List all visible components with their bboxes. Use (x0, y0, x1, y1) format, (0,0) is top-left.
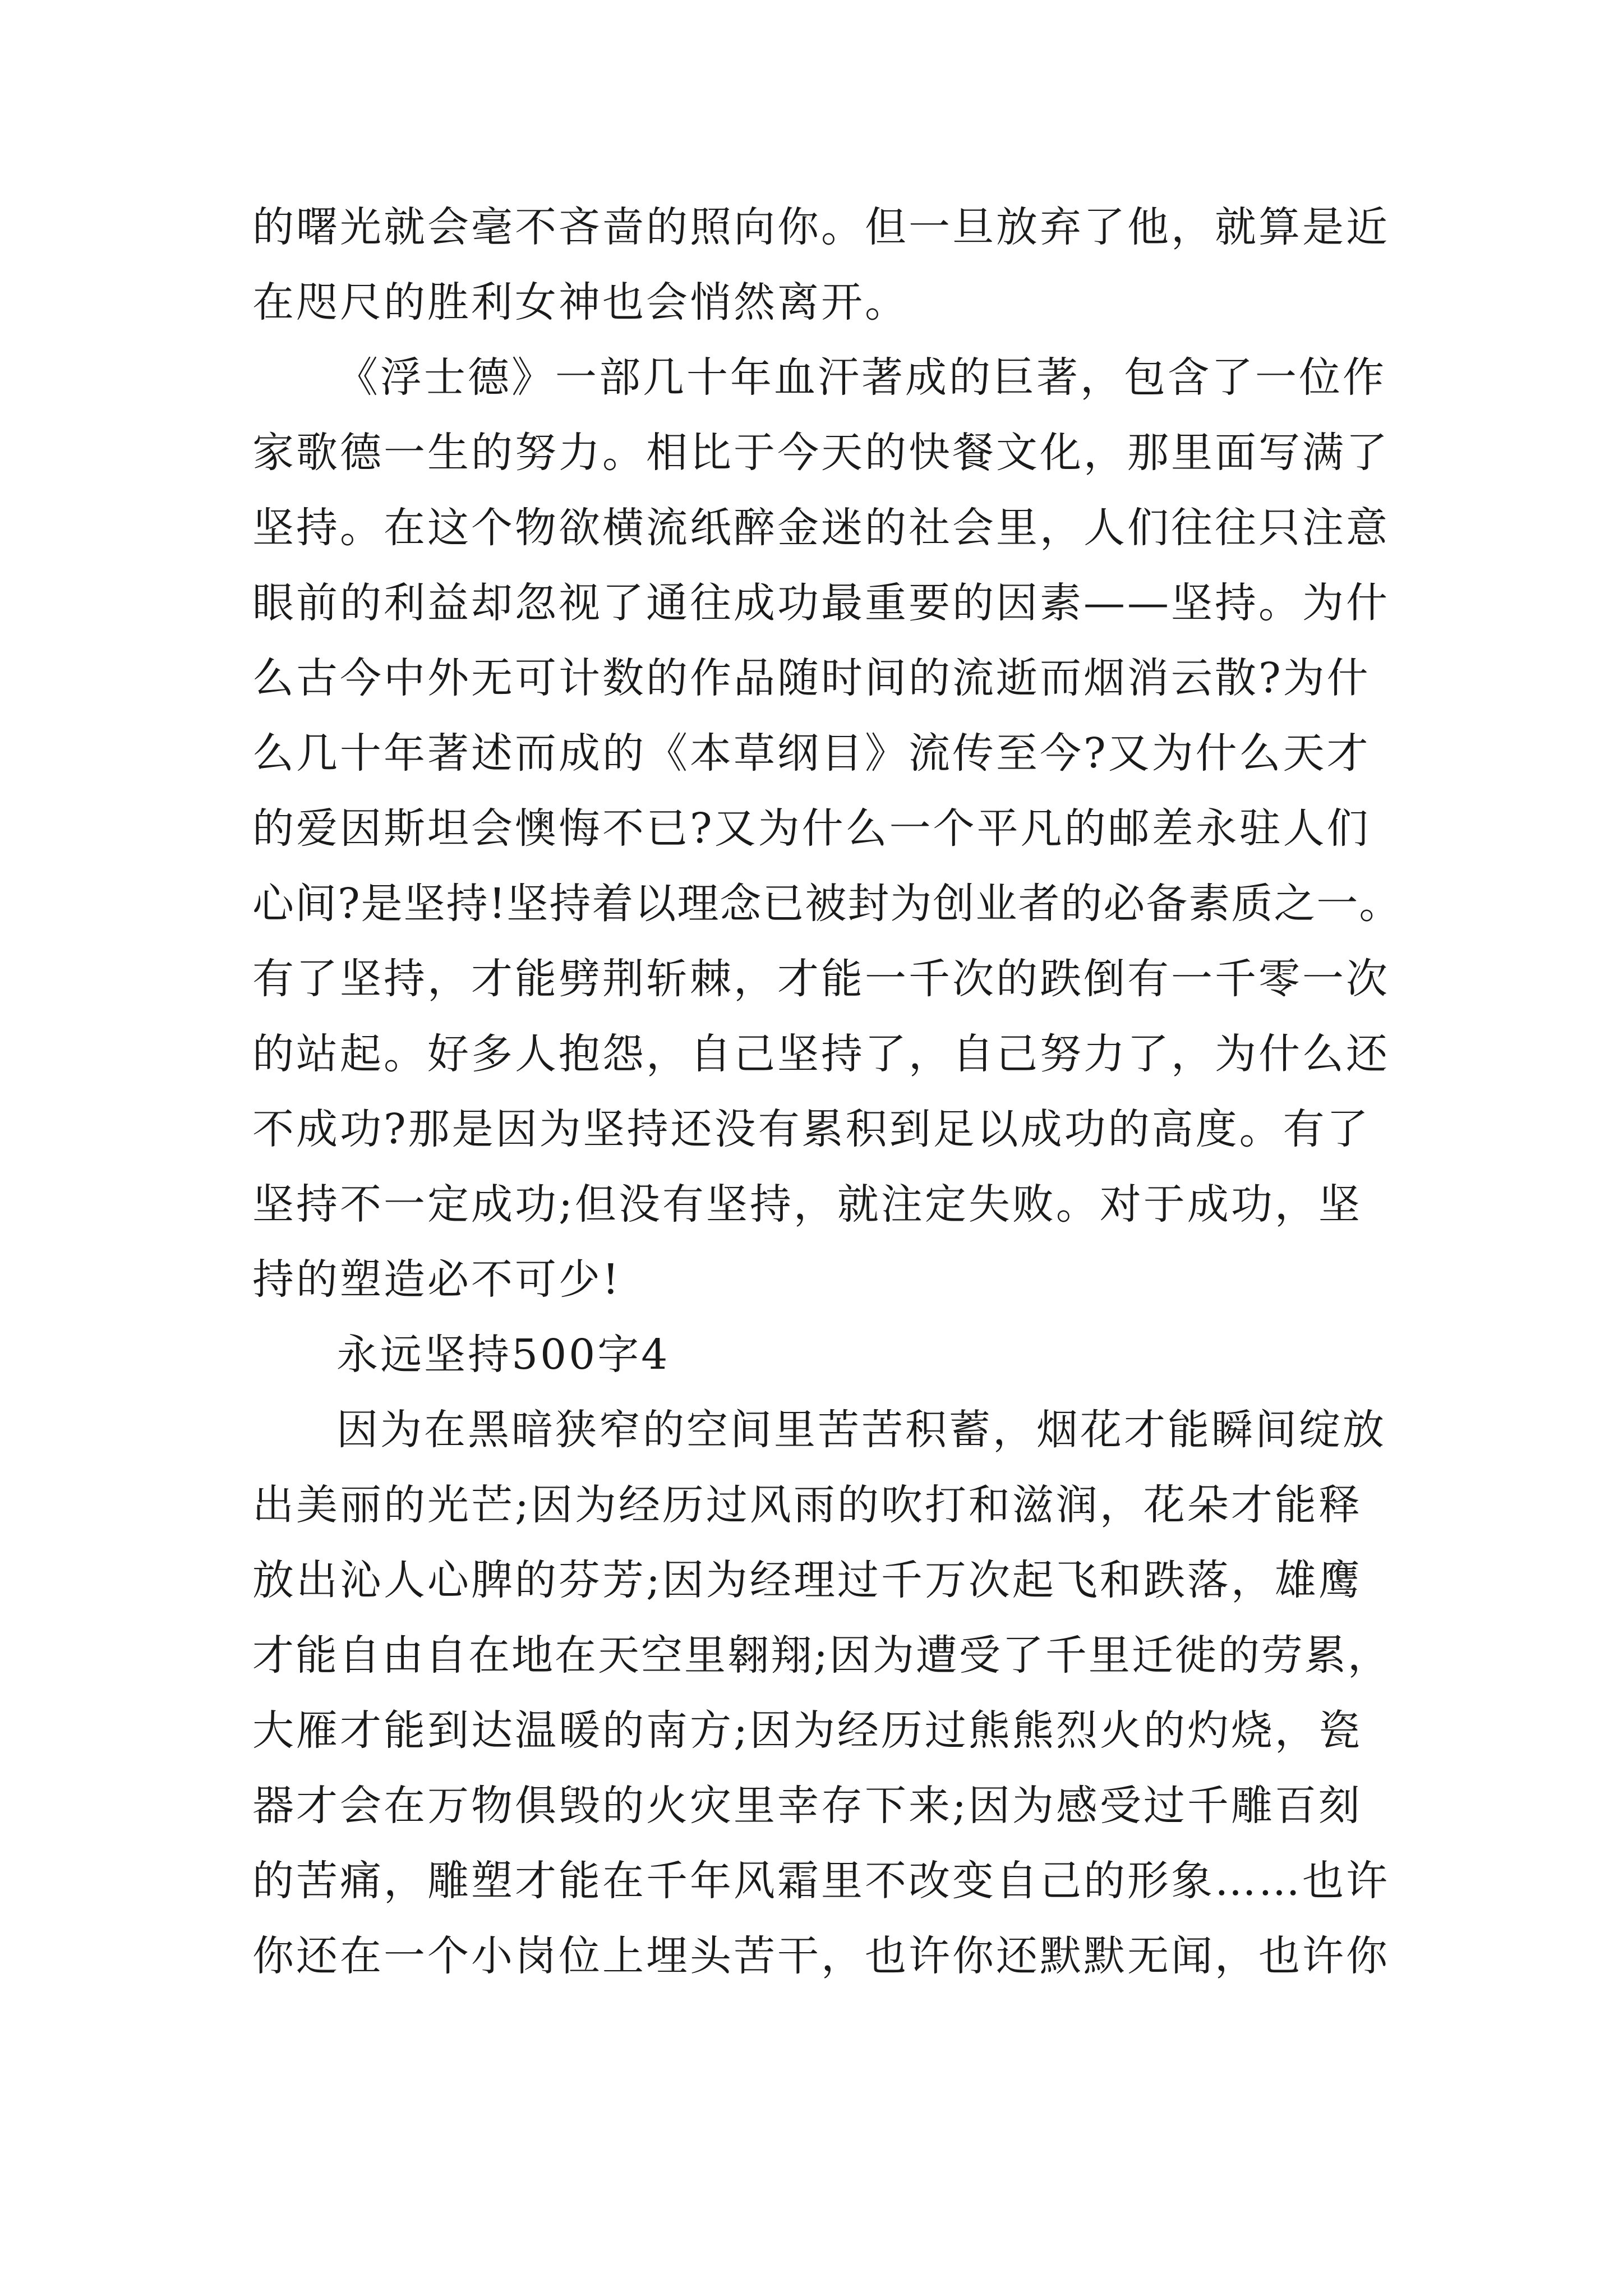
text-line: 的爱因斯坦会懊悔不已?又为什么一个平凡的邮差永驻人们 (252, 804, 1371, 853)
text-line: 的苦痛，雕塑才能在千年风霜里不改变自己的形象……也许 (252, 1857, 1390, 1905)
text-line: 心间?是坚持!坚持着以理念已被封为创业者的必备素质之一。 (252, 880, 1402, 928)
text-line: 么古今中外无可计数的作品随时间的流逝而烟消云散?为什 (252, 654, 1371, 702)
text-line: 才能自由自在地在天空里翱翔;因为遭受了千里迁徙的劳累， (252, 1631, 1391, 1680)
text-line: 么几十年著述而成的《本草纲目》流传至今?又为什么天才 (252, 729, 1371, 777)
text-line: 坚持不一定成功;但没有坚持，就注定失败。对于成功，坚 (252, 1180, 1362, 1228)
text-line: 放出沁人心脾的芬芳;因为经理过千万次起飞和跌落，雄鹰 (252, 1556, 1362, 1604)
text-line: 《浮士德》一部几十年血汗著成的巨著，包含了一位作 (336, 353, 1386, 402)
text-line: 器才会在万物俱毁的火灾里幸存下来;因为感受过千雕百刻 (252, 1782, 1362, 1830)
text-line: 你还在一个小岗位上埋头苦干，也许你还默默无闻，也许你 (252, 1932, 1390, 1980)
text-line: 有了坚持，才能劈荆斩棘，才能一千次的跌倒有一千零一次 (252, 955, 1390, 1003)
text-line: 大雁才能到达温暖的南方;因为经历过熊熊烈火的灼烧，瓷 (252, 1706, 1362, 1755)
body-text (252, 190, 1402, 1994)
text-line: 持的塑造必不可少! (252, 1255, 621, 1304)
text-line: 不成功?那是因为坚持还没有累积到足以成功的高度。有了 (252, 1105, 1371, 1153)
text-line: 坚持。在这个物欲横流纸醉金迷的社会里，人们往往只注意 (252, 504, 1390, 552)
text-line: 眼前的利益却忽视了通往成功最重要的因素——坚持。为什 (252, 579, 1390, 627)
text-line: 在咫尺的胜利女神也会悄然离开。 (252, 278, 909, 326)
text-line: 的站起。好多人抱怨，自己坚持了，自己努力了，为什么还 (252, 1030, 1390, 1078)
text-line: 家歌德一生的努力。相比于今天的快餐文化，那里面写满了 (252, 429, 1390, 477)
text-line: 出美丽的光芒;因为经历过风雨的吹打和滋润，花朵才能释 (252, 1481, 1362, 1529)
text-line: 因为在黑暗狭窄的空间里苦苦积蓄，烟花才能瞬间绽放 (336, 1406, 1386, 1454)
text-line: 的曙光就会毫不吝啬的照向你。但一旦放弃了他，就算是近 (252, 203, 1390, 251)
text-line: 永远坚持500字4 (336, 1331, 670, 1379)
